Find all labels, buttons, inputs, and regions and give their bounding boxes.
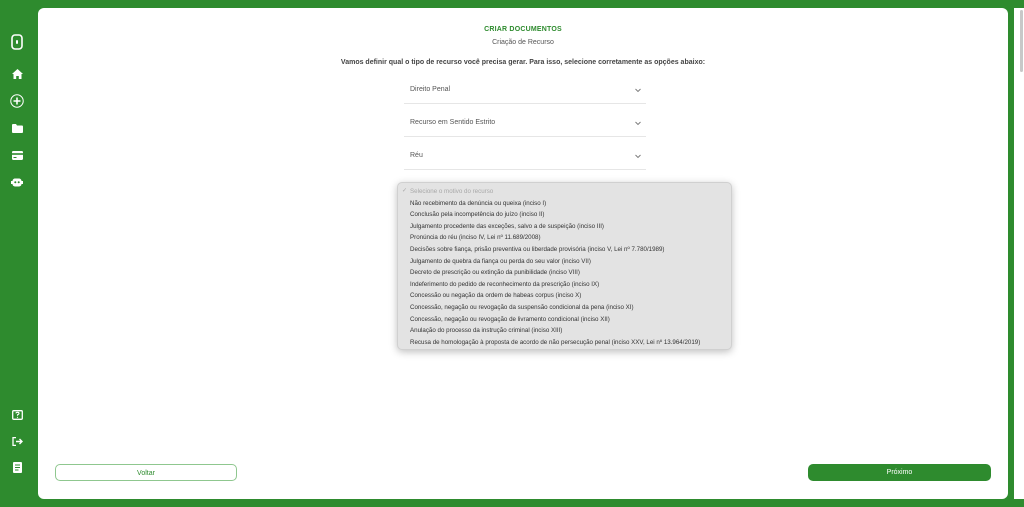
sidebar (0, 0, 36, 507)
dropdown-option[interactable]: Recusa de homologação à proposta de acordo de não persecução penal (inciso XXV, Lei nº 13.964/2019) (410, 338, 701, 346)
next-button[interactable]: Próximo (808, 464, 991, 481)
home-icon[interactable] (10, 67, 24, 81)
dropdown-option[interactable]: Decisões sobre fiança, prisão preventiva ou liberdade provisória (inciso V, Lei nº 7.780/1989) (410, 245, 665, 253)
dropdown-placeholder-option[interactable] (398, 186, 731, 198)
back-button[interactable]: Voltar (55, 464, 237, 481)
folder-icon[interactable] (10, 121, 24, 135)
dropdown-option[interactable]: Não recebimento da denúncia ou queixa (inciso I) (410, 199, 547, 207)
check-icon: ✓ (402, 188, 408, 194)
dropdown-option[interactable]: Indeferimento do pedido de reconhecimento da prescrição (inciso IX) (410, 280, 600, 288)
dropdown-option[interactable]: Conclusão pela incompetência do juízo (inciso II) (410, 211, 545, 219)
parte-select[interactable] (404, 147, 646, 170)
recurso-select-value: Recurso em Sentido Estrito (410, 119, 496, 126)
dropdown-option[interactable]: Concessão ou negação da ordem de habeas corpus (inciso X) (410, 292, 582, 300)
credit-card-icon[interactable] (10, 148, 24, 162)
area-select-value: Direito Penal (410, 86, 451, 93)
parte-select-value: Réu (410, 152, 423, 159)
recurso-select[interactable] (404, 114, 646, 137)
dropdown-option[interactable]: Concessão, negação ou revogação de livramento condicional (inciso XII) (410, 315, 610, 323)
dropdown-option[interactable]: Anulação do processo da instrução criminal (inciso XIII) (410, 327, 563, 335)
dropdown-option[interactable]: Concessão, negação ou revogação da suspensão condicional da pena (inciso XI) (410, 303, 634, 311)
chevron-down-icon (634, 86, 642, 94)
document-icon[interactable] (10, 460, 24, 474)
help-book-icon[interactable] (10, 408, 24, 422)
dropdown-option[interactable]: Pronúncia do réu (inciso IV, Lei nº 11.689/2008) (410, 234, 541, 242)
robot-icon[interactable] (10, 175, 24, 189)
area-select[interactable] (404, 81, 646, 104)
chevron-down-icon (634, 119, 642, 127)
instruction-text: Vamos definir qual o tipo de recurso você precisa gerar. Para isso, selecione corretamente as opções abaixo: (340, 59, 706, 66)
page-subtitle: Criação de Recurso (492, 39, 554, 46)
dropdown-option[interactable]: Julgamento de quebra da fiança ou perda do seu valor (inciso VII) (410, 257, 591, 265)
motivo-dropdown-list[interactable] (397, 182, 732, 350)
add-icon[interactable] (10, 94, 24, 108)
logout-icon[interactable] (10, 434, 24, 448)
dropdown-option[interactable]: Julgamento procedente das exceções, salvo a de suspeição (inciso III) (410, 222, 604, 230)
scrollbar-track[interactable] (1014, 8, 1024, 499)
page-title: CRIAR DOCUMENTOS (484, 26, 562, 33)
chevron-down-icon (634, 152, 642, 160)
dropdown-placeholder-label: Selecione o motivo do recurso (410, 188, 494, 195)
dropdown-option[interactable]: Decreto de prescrição ou extinção da punibilidade (inciso VIII) (410, 269, 580, 277)
